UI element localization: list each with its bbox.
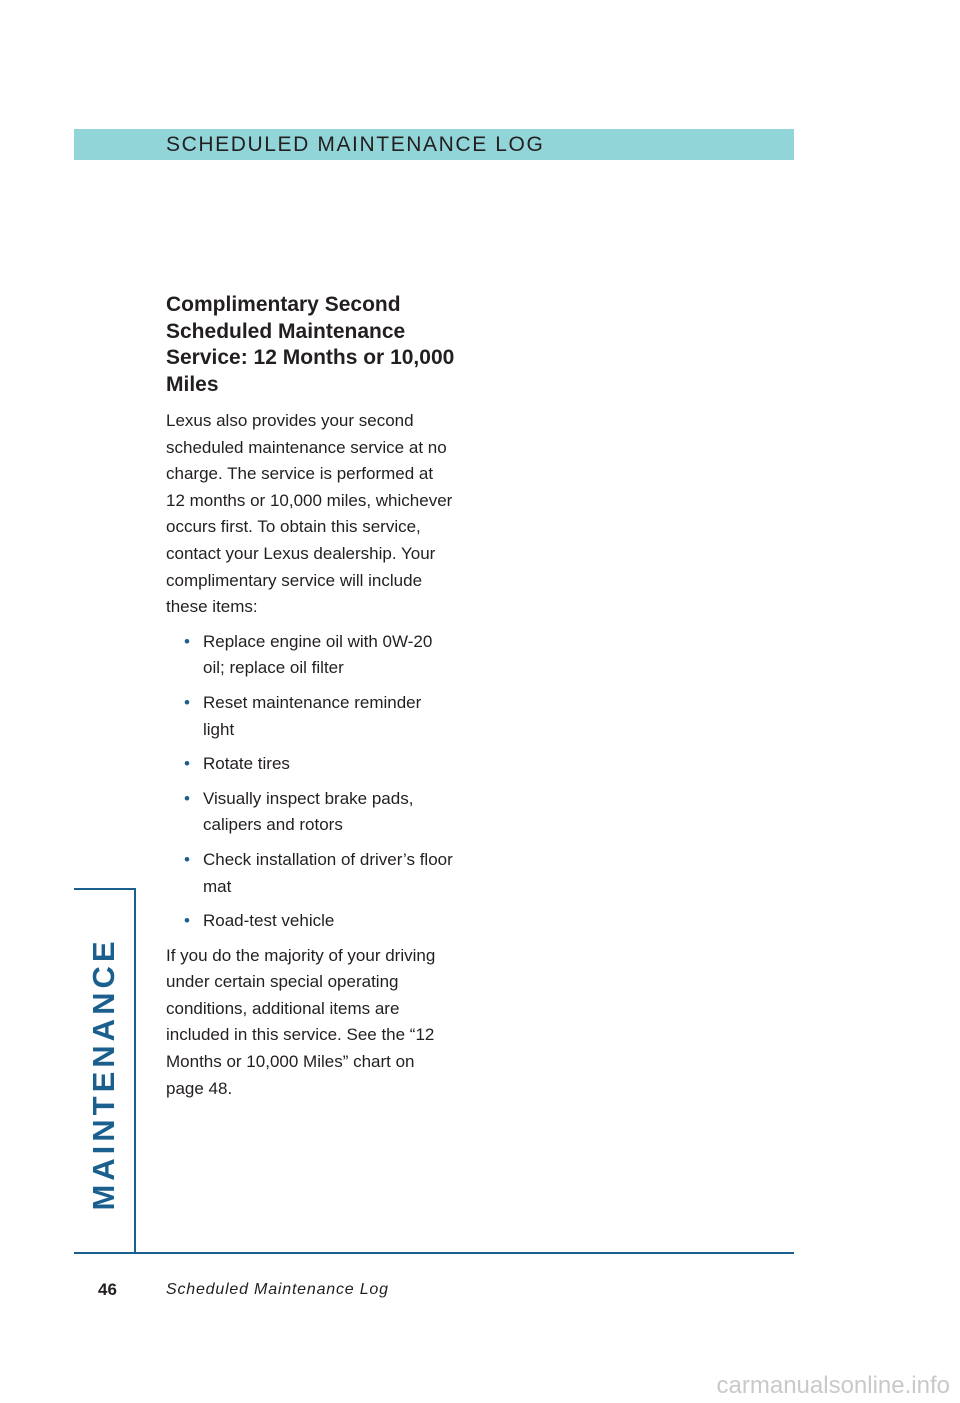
- outro-paragraph: If you do the majority of your driving under certain special operating conditions, additional items are included in this service. See the “12 Months or 10,000 Miles” chart on page 48.: [166, 945, 436, 1098]
- bullet-icon: •: [184, 849, 190, 869]
- list-item-text: Road-test vehicle: [203, 911, 335, 931]
- list-item: [166, 786, 456, 839]
- side-tab-top-rule: [74, 888, 136, 890]
- list-item: [166, 629, 456, 682]
- list-item: [166, 847, 456, 900]
- list-item-text: Replace engine oil with 0W-20 oil; replace oil filter: [203, 631, 433, 678]
- service-item-list: [166, 629, 456, 935]
- footer-rule: [74, 1252, 794, 1254]
- side-tab-vertical-rule: [134, 888, 136, 1254]
- bullet-icon: •: [184, 754, 190, 774]
- header-title: SCHEDULED MAINTENANCE LOG: [166, 133, 545, 156]
- section-heading: Complimentary Second Scheduled Maintenance Service: 12 Months or 10,000 Miles: [166, 293, 455, 396]
- bullet-icon: •: [184, 692, 190, 712]
- intro-paragraph: Lexus also provides your second scheduled maintenance service at no charge. The service is performed at 12 months or 10,000 miles, whichever occurs first. To obtain this service, contact your Lexus dealership. Your complimentary service will include these items:: [166, 411, 453, 617]
- list-item-text: Reset maintenance reminder light: [203, 692, 422, 739]
- main-content: [166, 292, 456, 1102]
- page-number: 46: [98, 1280, 117, 1299]
- header-band: [74, 129, 794, 160]
- bullet-icon: •: [184, 788, 190, 808]
- side-tab-label: MAINTENANCE: [86, 937, 121, 1211]
- list-item-text: Rotate tires: [203, 754, 290, 774]
- list-item: [166, 751, 456, 778]
- list-item: [166, 690, 456, 743]
- bullet-icon: •: [184, 911, 190, 931]
- list-item-text: Check installation of driver’s floor mat: [203, 849, 453, 896]
- list-item: [166, 908, 456, 935]
- watermark: carmanualsonline.info: [716, 1372, 950, 1399]
- bullet-icon: •: [184, 631, 190, 651]
- list-item-text: Visually inspect brake pads, calipers and rotors: [203, 788, 414, 835]
- footer-title: Scheduled Maintenance Log: [166, 1281, 389, 1298]
